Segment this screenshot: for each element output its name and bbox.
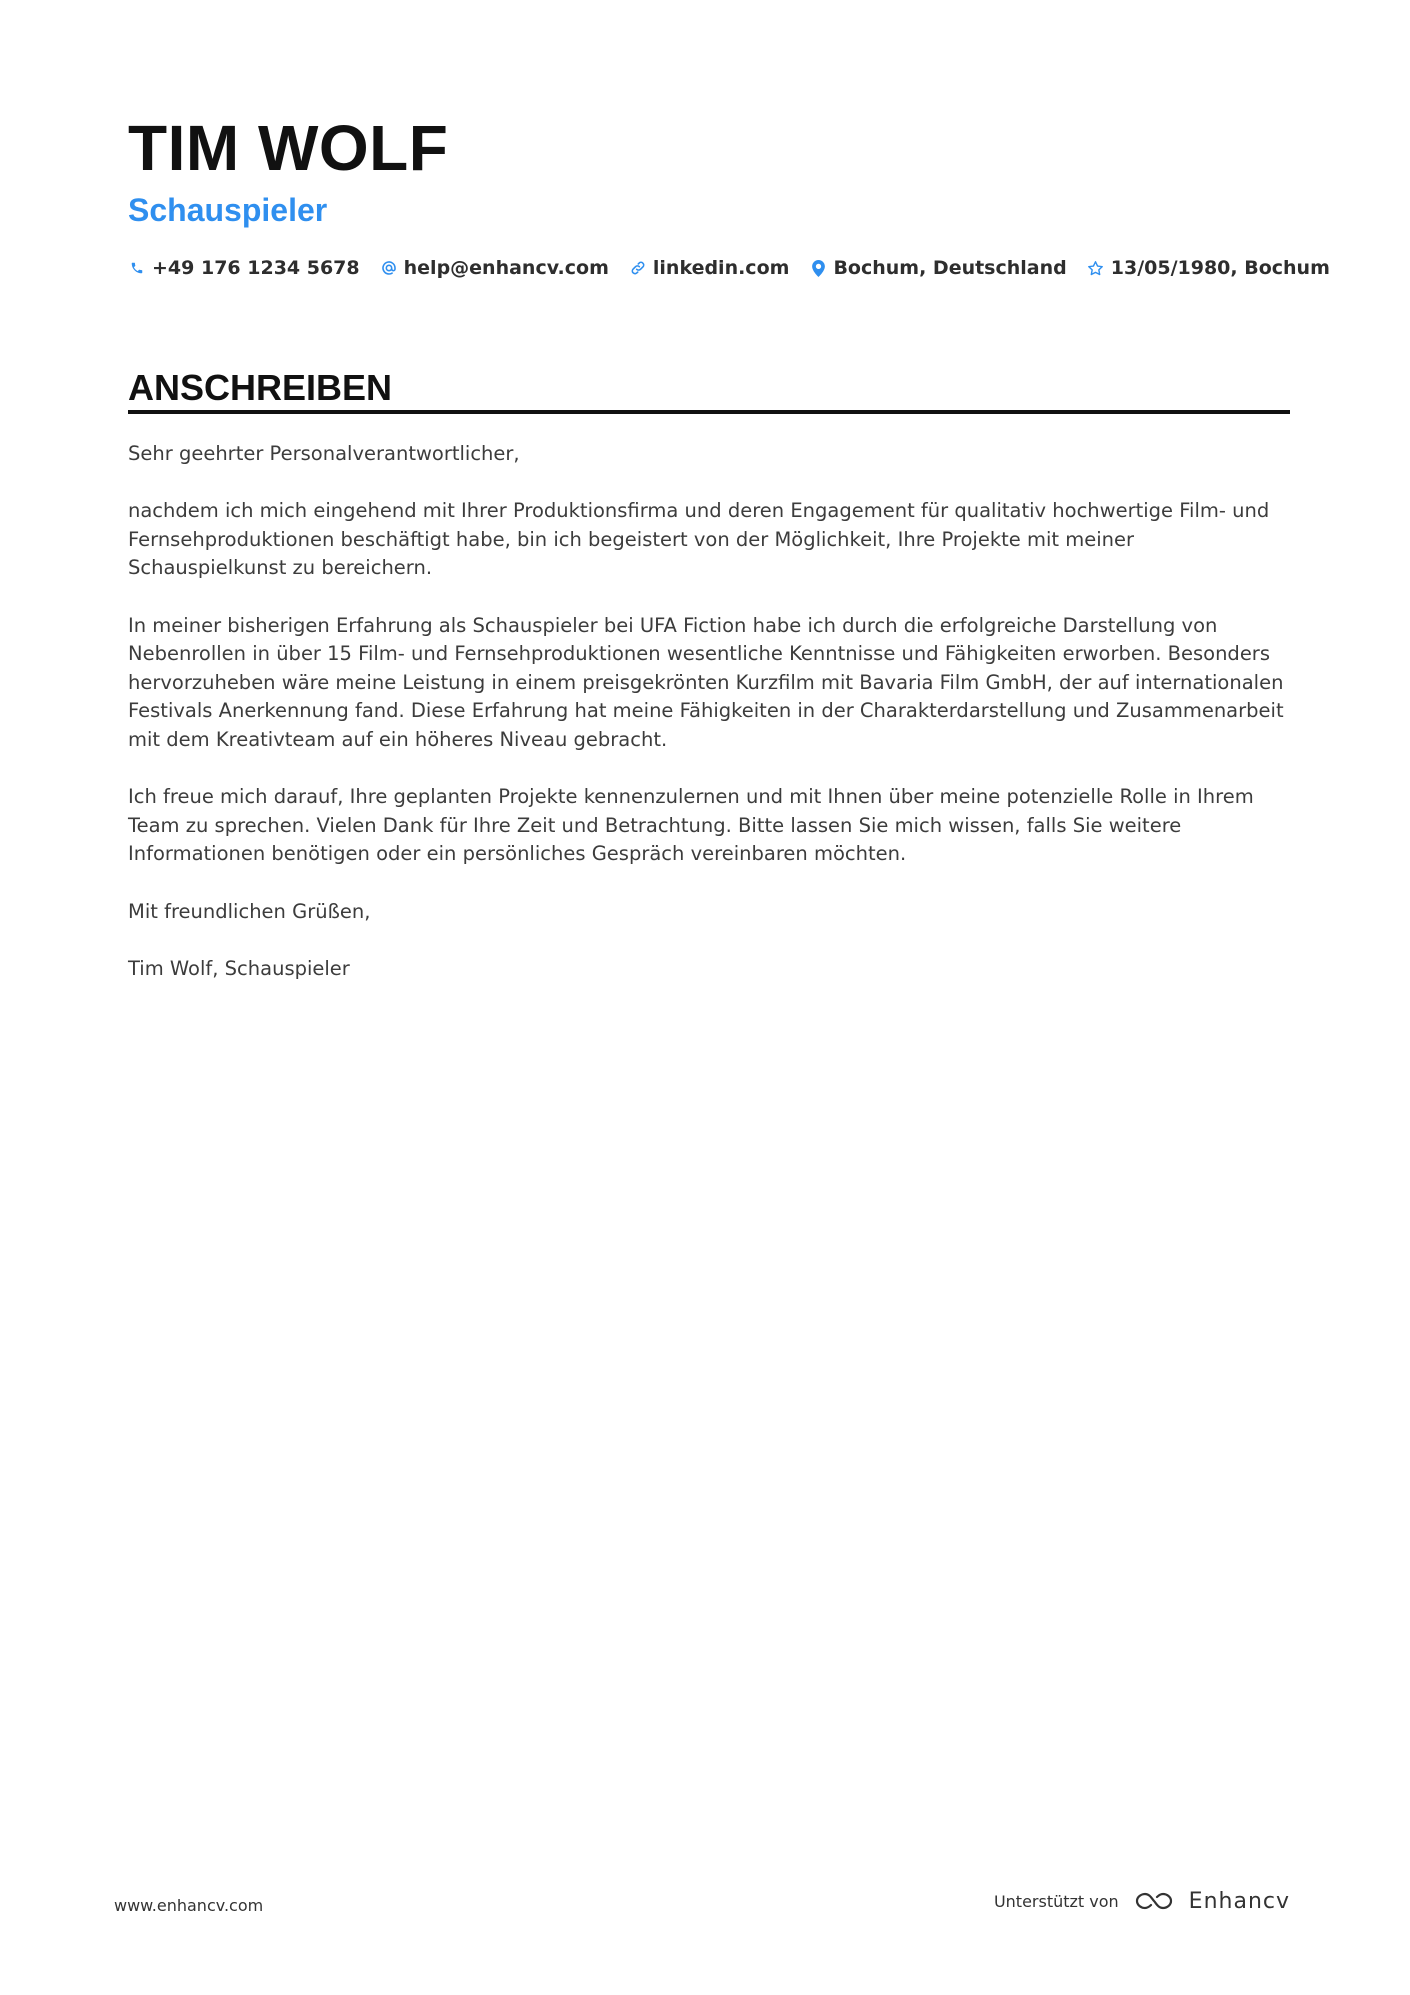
powered-by-label: Unterstützt von [993, 1891, 1119, 1911]
enhancv-brand-name: Enhancv [1188, 1888, 1290, 1914]
at-icon [380, 258, 398, 278]
star-icon [1087, 258, 1105, 278]
letter-signature: Tim Wolf, Schauspieler [128, 956, 350, 980]
letter-paragraph-3: Ich freue mich darauf, Ihre geplanten Projekte kennenzulernen und mit Ihnen über meine potenzielle Rolle in Ihrem Team zu sprechen. Vielen Dank für Ihre Zeit und Betrachtung. Bitte lassen Sie mich wissen, falls Sie weitere Informationen benötigen oder ein persönliches Gespräch vereinbaren möchten. [128, 785, 1254, 866]
section-title: ANSCHREIBEN [128, 367, 393, 408]
applicant-name: TIM WOLF [128, 112, 449, 184]
phone-icon [128, 258, 146, 278]
contact-birth-text: 13/05/1980, Bochum [1110, 257, 1330, 279]
contact-bar [128, 254, 1330, 282]
section-divider [128, 410, 1290, 414]
contact-email[interactable] [380, 254, 609, 282]
contact-linkedin[interactable] [629, 254, 790, 282]
contact-location [809, 254, 1066, 282]
footer-website-link[interactable]: www.enhancv.com [114, 1896, 264, 1915]
location-pin-icon [809, 258, 827, 278]
contact-linkedin-text[interactable]: linkedin.com [652, 257, 790, 279]
enhancv-logo-icon [1131, 1888, 1177, 1914]
footer-brand[interactable] [994, 1888, 1290, 1914]
contact-phone-text: +49 176 1234 5678 [152, 257, 360, 279]
contact-email-text[interactable]: help@enhancv.com [403, 257, 609, 279]
letter-paragraph-2: In meiner bisherigen Erfahrung als Schauspieler bei UFA Fiction habe ich durch die erfolgreiche Darstellung von Nebenrollen in über 15 Film- und Fernsehproduktionen wesentliche Kenntnisse und Fähigkeiten erworben. Besonders hervorzuheben wäre meine Leistung in einem preisgekrönten Kurzfilm mit Bavaria Film GmbH, der auf internationalen Festivals Anerkennung fand. Diese Erfahrung hat meine Fähigkeiten in der Charakterdarstellung und Zusammenarbeit mit dem Kreativteam auf ein höheres Niveau gebracht. [128, 613, 1284, 751]
contact-phone [128, 254, 360, 282]
letter-closing: Mit freundlichen Grüßen, [128, 899, 371, 923]
contact-location-text: Bochum, Deutschland [833, 257, 1067, 279]
link-icon [629, 258, 647, 278]
contact-birth [1087, 254, 1330, 282]
letter-salutation: Sehr geehrter Personalverantwortlicher, [128, 442, 520, 465]
letter-paragraph-1: nachdem ich mich eingehend mit Ihrer Produktionsfirma und deren Engagement für qualitativ hochwertige Film- und Fernsehproduktionen beschäftigt habe, bin ich begeistert von der Möglichkeit, Ihre Projekte mit meiner Schauspielkunst zu bereichern. [128, 499, 1270, 580]
letter-body [128, 440, 1298, 1012]
applicant-role: Schauspieler [128, 192, 328, 228]
